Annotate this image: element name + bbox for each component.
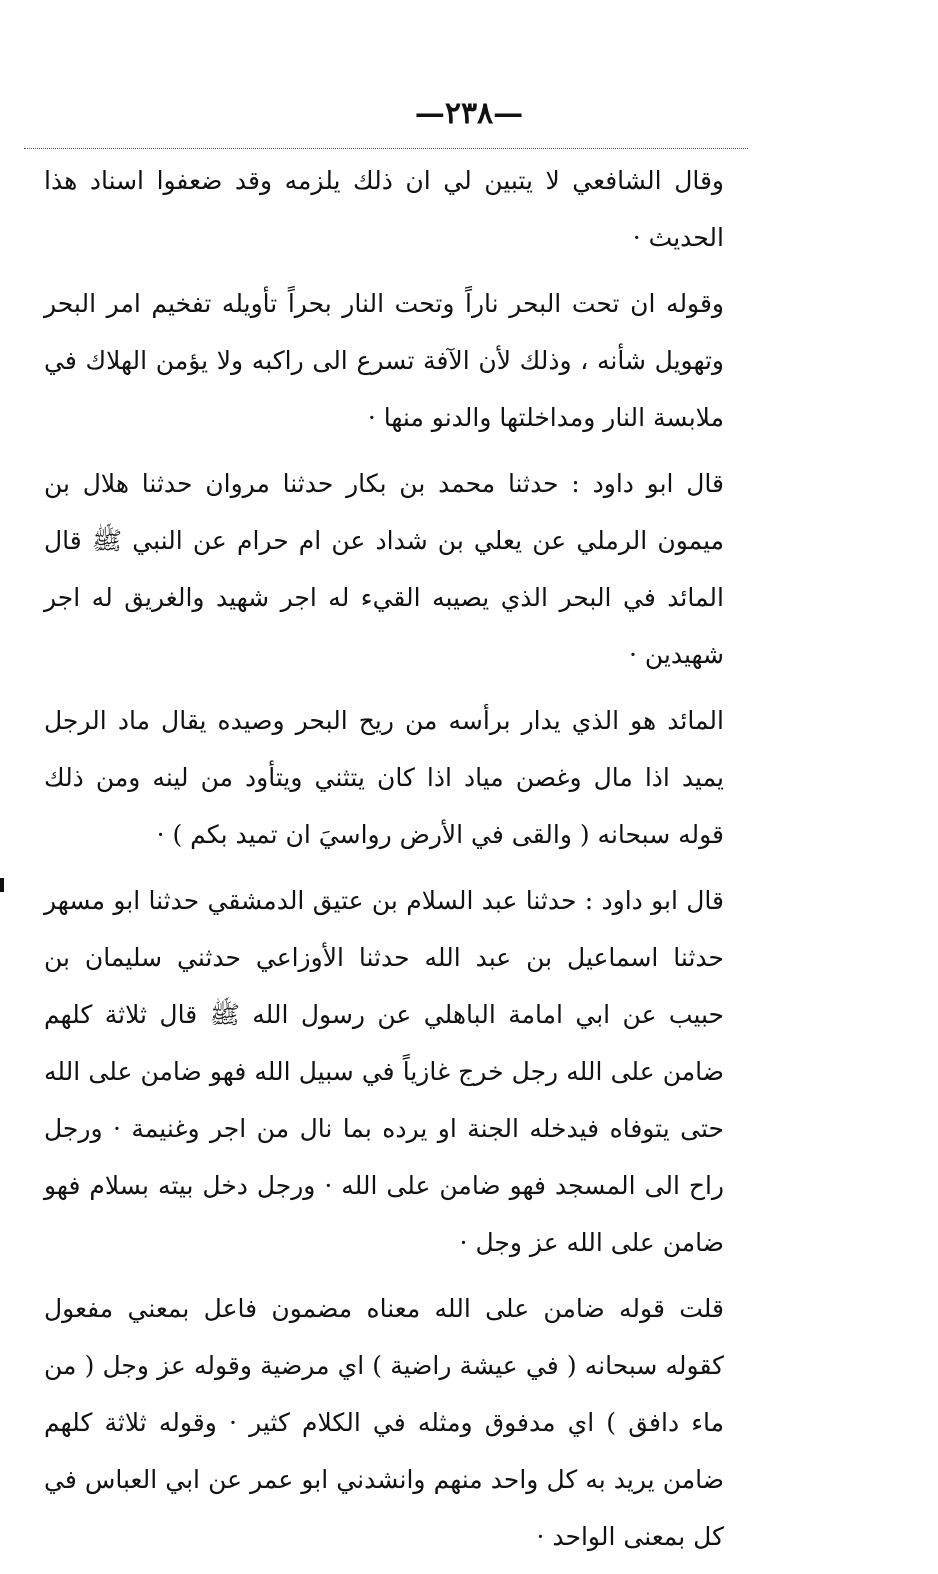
page-body xyxy=(44,152,724,1574)
paragraph-damin-commentary: قلت قوله ضامن على الله معناه مضمون فاعل بمعني مفعول كقوله سبحانه ( في عيشة راضية ) اي مرضية وقوله عز وجل ( من ماء دافق ) اي مدفوق ومثله في الكلام كثير · وقوله ثلاثة كلهم ضامن يريد به كل واحد منهم وانشدني ابو عمر عن ابي العباس في كل بمعنى الواحد · xyxy=(44,1294,724,1551)
paragraph-shafii-comment: وقال الشافعي لا يتبين لي ان ذلك يلزمه وقد ضعفوا اسناد هذا الحديث · xyxy=(44,166,724,252)
paragraph-hadith-three: قال ابو داود : حدثنا عبد السلام بن عتيق الدمشقي حدثنا ابو مسهر حدثنا اسماعيل بن عبد الله حدثنا الأوزاعي حدثني سليمان بن حبيب عن ابي امامة الباهلي عن رسول الله ﷺ قال ثلاثة كلهم ضامن على الله رجل خرج غازياً في سبيل الله فهو ضامن على الله حتى يتوفاه فيدخله الجنة او يرده بما نال من اجر وغنيمة · ورجل راح الى المسجد فهو ضامن على الله · ورجل دخل بيته بسلام فهو ضامن على الله عز وجل · xyxy=(44,886,724,1257)
page-number: —٢٣٨— xyxy=(414,96,524,131)
paragraph-hadith-maid: قال ابو داود : حدثنا محمد بن بكار حدثنا مروان حدثنا هلال بن ميمون الرملي عن يعلي بن شداد عن ام حرام عن النبي ﷺ قال المائد في البحر الذي يصيبه القيء له اجر شهيد والغريق له اجر شهيدين · xyxy=(44,469,724,669)
margin-mark xyxy=(0,878,4,892)
paragraph-sea-fire: وقوله ان تحت البحر ناراً وتحت النار بحراً تأويله تفخيم امر البحر وتهويل شأنه ، وذلك لأن الآفة تسرع الى راكبه ولا يؤمن الهلاك في ملابسة النار ومداخلتها والدنو منها · xyxy=(44,289,724,432)
paragraph-maid-meaning: المائد هو الذي يدار برأسه من ريح البحر وصيده يقال ماد الرجل يميد اذا مال وغصن مياد اذا كان يتثني ويتأود من لينه ومن ذلك قوله سبحانه ( والقى في الأرض رواسيَ ان تميد بكم ) · xyxy=(44,706,724,849)
header-divider xyxy=(24,148,748,149)
